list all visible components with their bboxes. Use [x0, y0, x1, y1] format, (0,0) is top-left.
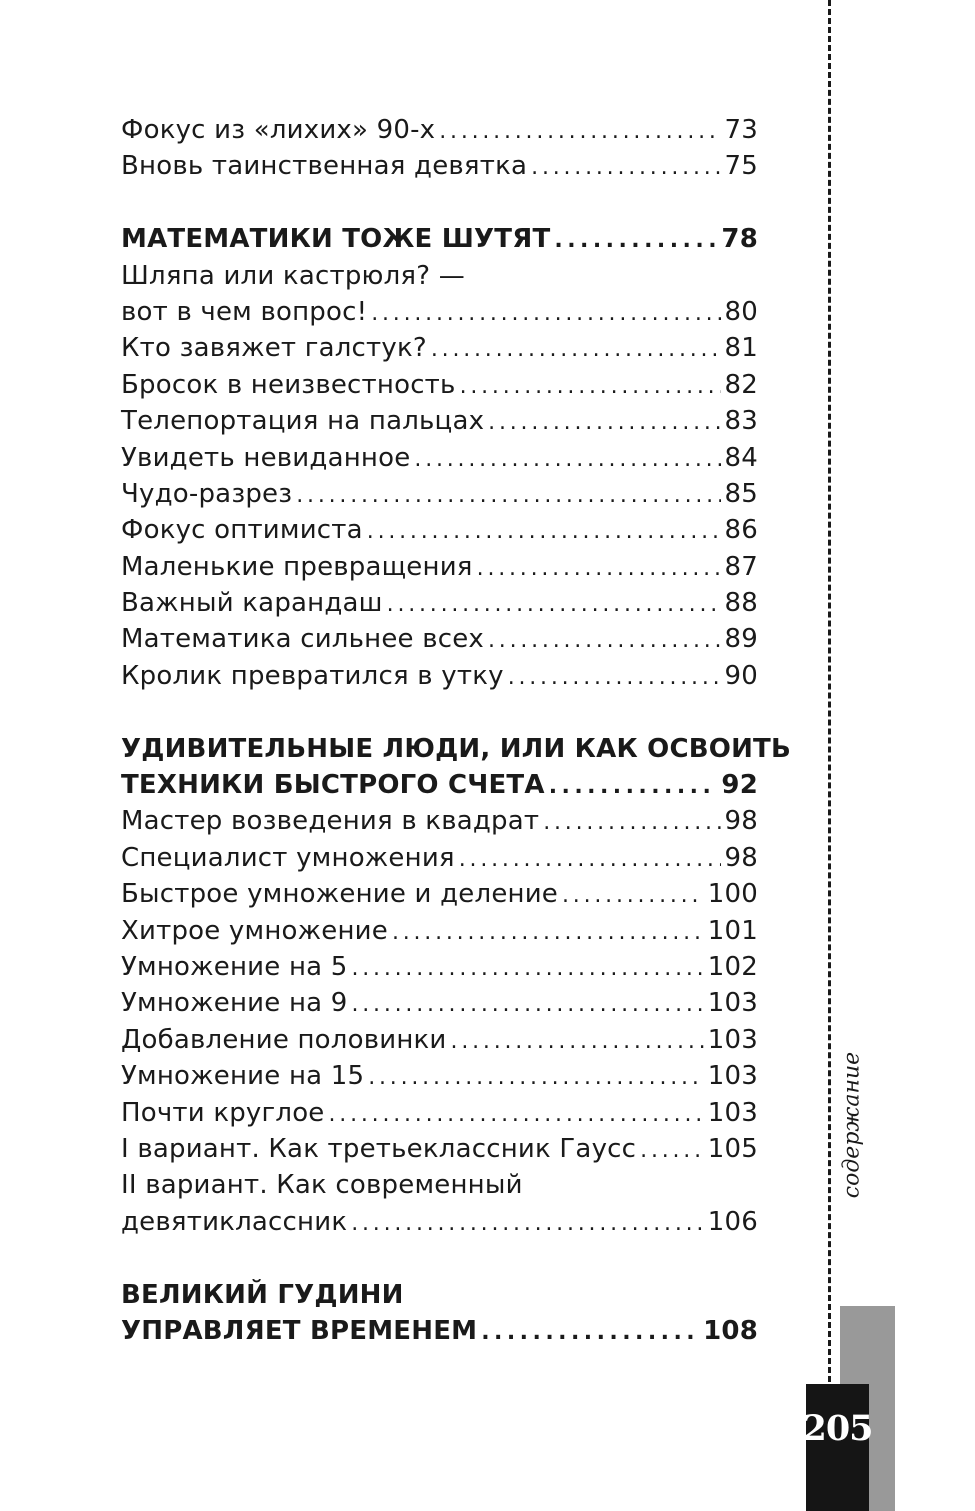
toc-entry-page: 86: [724, 515, 758, 546]
leader-dots: [351, 951, 703, 987]
toc-entry-title: Специалист умножения: [121, 842, 455, 873]
toc-entry-page: 75: [724, 151, 758, 182]
toc-entry[interactable]: [121, 949, 758, 985]
toc-entry[interactable]: [121, 585, 758, 621]
leader-dots: [481, 1315, 699, 1351]
leader-dots: [459, 842, 721, 878]
toc-entry[interactable]: [121, 913, 758, 949]
leader-dots: [508, 660, 721, 696]
leader-dots: [392, 915, 704, 951]
toc-entry-page: 98: [724, 842, 758, 873]
toc-entry-title: Кто завяжет галстук?: [121, 333, 427, 364]
toc-entry[interactable]: [121, 367, 758, 403]
toc-entry[interactable]: [121, 330, 758, 366]
table-of-contents: [121, 112, 791, 1349]
leader-dots: [549, 769, 718, 805]
toc-entry[interactable]: [121, 621, 758, 657]
toc-entry[interactable]: [121, 1131, 758, 1167]
toc-entry-page: 89: [724, 624, 758, 655]
toc-entry-title-line2: вот в чем вопрос!: [121, 296, 368, 327]
toc-entry[interactable]: [121, 1095, 758, 1131]
toc-entry-page: 105: [707, 1133, 758, 1164]
toc-section-heading[interactable]: [121, 1313, 758, 1349]
leader-dots: [329, 1097, 704, 1133]
leader-dots: [371, 296, 720, 332]
toc-section-title-line1[interactable]: УДИВИТЕЛЬНЫЕ ЛЮДИ, ИЛИ КАК ОСВОИТЬ: [121, 733, 791, 764]
dashed-margin-line: [828, 0, 831, 1382]
toc-entry-title: Быстрое умножение и деление: [121, 879, 559, 910]
leader-dots: [488, 405, 720, 441]
section-side-label: [832, 1040, 872, 1210]
toc-entry[interactable]: [121, 840, 758, 876]
toc-entry-title-line1[interactable]: II вариант. Как современный: [121, 1170, 523, 1201]
leader-dots: [460, 369, 721, 405]
toc-section-title: МАТЕМАТИКИ ТОЖЕ ШУТЯТ: [121, 224, 551, 255]
toc-entry-page: 103: [707, 1097, 758, 1128]
leader-dots: [543, 805, 720, 841]
toc-entry-title: Телепортация на пальцах: [121, 406, 485, 437]
toc-entry-title: Чудо-разрез: [121, 478, 293, 509]
toc-entry-title: Добавление половинки: [121, 1024, 447, 1055]
toc-entry[interactable]: [121, 803, 758, 839]
toc-entry-page: 73: [724, 115, 758, 145]
leader-dots: [562, 878, 704, 914]
toc-entry-title: Умножение на 9: [121, 988, 348, 1019]
toc-entry-title: Кролик превратился в утку: [121, 660, 504, 691]
toc-entry-page: 81: [724, 333, 758, 364]
toc-entry-page: 103: [707, 988, 758, 1019]
leader-dots: [296, 478, 720, 514]
toc-entry[interactable]: [121, 112, 758, 148]
toc-section-page: 78: [721, 224, 758, 255]
toc-entry[interactable]: [121, 294, 758, 330]
toc-entry-page: 80: [724, 296, 758, 327]
toc-section-page: 108: [703, 1315, 758, 1346]
toc-section-page: 92: [721, 770, 758, 801]
leader-dots: [351, 1206, 704, 1242]
toc-entry-title: Бросок в неизвестность: [121, 369, 456, 400]
leader-dots: [531, 150, 720, 186]
toc-entry-page: 98: [724, 806, 758, 837]
toc-entry-title: Фокус оптимиста: [121, 515, 363, 546]
leader-dots: [439, 114, 720, 150]
toc-entry[interactable]: [121, 512, 758, 548]
leader-dots: [351, 987, 703, 1023]
leader-dots: [640, 1133, 704, 1169]
leader-dots: [387, 587, 721, 623]
leader-dots: [368, 1060, 704, 1096]
toc-entry-page: 100: [707, 879, 758, 910]
toc-entry-page: 88: [724, 588, 758, 619]
toc-entry[interactable]: [121, 476, 758, 512]
toc-section-title-line2: УПРАВЛЯЕТ ВРЕМЕНЕМ: [121, 1315, 478, 1346]
section-side-label-text: содержание: [839, 1051, 865, 1199]
leader-dots: [554, 223, 717, 259]
toc-entry-page: 90: [724, 660, 758, 691]
leader-dots: [477, 551, 721, 587]
toc-section-title-line1[interactable]: ВЕЛИКИЙ ГУДИНИ: [121, 1279, 404, 1310]
leader-dots: [414, 442, 720, 478]
toc-entry-title-line1[interactable]: Шляпа или кастрюля? —: [121, 260, 465, 291]
toc-entry-page: 87: [724, 551, 758, 582]
toc-entry-title: Важный карандаш: [121, 588, 383, 619]
toc-entry-title: I вариант. Как третьеклассник Гаусс: [121, 1133, 637, 1164]
toc-entry-page: 102: [707, 951, 758, 982]
toc-entry-title: Мастер возведения в квадрат: [121, 806, 540, 837]
toc-section-heading[interactable]: [121, 221, 758, 257]
leader-dots: [431, 332, 721, 368]
spacer: [121, 185, 758, 221]
toc-entry[interactable]: [121, 403, 758, 439]
toc-entry[interactable]: [121, 876, 758, 912]
toc-entry[interactable]: [121, 549, 758, 585]
leader-dots: [451, 1024, 704, 1060]
toc-entry[interactable]: [121, 658, 758, 694]
toc-entry[interactable]: [121, 985, 758, 1021]
toc-entry-title-line2: девятиклассник: [121, 1206, 348, 1237]
toc-entry[interactable]: [121, 148, 758, 184]
toc-entry-title: Фокус из «лихих» 90-х: [121, 115, 436, 145]
toc-entry-page: 103: [707, 1024, 758, 1055]
toc-entry-page: 106: [707, 1206, 758, 1237]
toc-entry-title: Математика сильнее всех: [121, 624, 484, 655]
toc-entry-title: Почти круглое: [121, 1097, 325, 1128]
toc-entry-page: 83: [724, 406, 758, 437]
toc-entry-page: 82: [724, 369, 758, 400]
toc-entry-page: 84: [724, 442, 758, 473]
toc-entry-title: Умножение на 15: [121, 1061, 365, 1092]
toc-entry-title: Вновь таинственная девятка: [121, 151, 528, 182]
spacer: [121, 1240, 758, 1276]
toc-section-heading[interactable]: [121, 767, 758, 803]
leader-dots: [488, 623, 721, 659]
toc-entry[interactable]: [121, 1058, 758, 1094]
toc-entry-title: Увидеть невиданное: [121, 442, 411, 473]
page-number: 205: [802, 1408, 873, 1449]
toc-entry-title: Умножение на 5: [121, 951, 348, 982]
toc-entry[interactable]: [121, 1204, 758, 1240]
toc-section-title-line2: ТЕХНИКИ БЫСТРОГО СЧЕТА: [121, 770, 545, 801]
toc-entry-page: 101: [707, 915, 758, 946]
toc-entry-title: Маленькие превращения: [121, 551, 473, 582]
toc-entry[interactable]: [121, 440, 758, 476]
toc-entry-page: 85: [724, 478, 758, 509]
leader-dots: [367, 514, 721, 550]
spacer: [121, 694, 758, 730]
toc-entry-page: 103: [707, 1061, 758, 1092]
toc-entry[interactable]: [121, 1022, 758, 1058]
toc-entry-title: Хитрое умножение: [121, 915, 388, 946]
